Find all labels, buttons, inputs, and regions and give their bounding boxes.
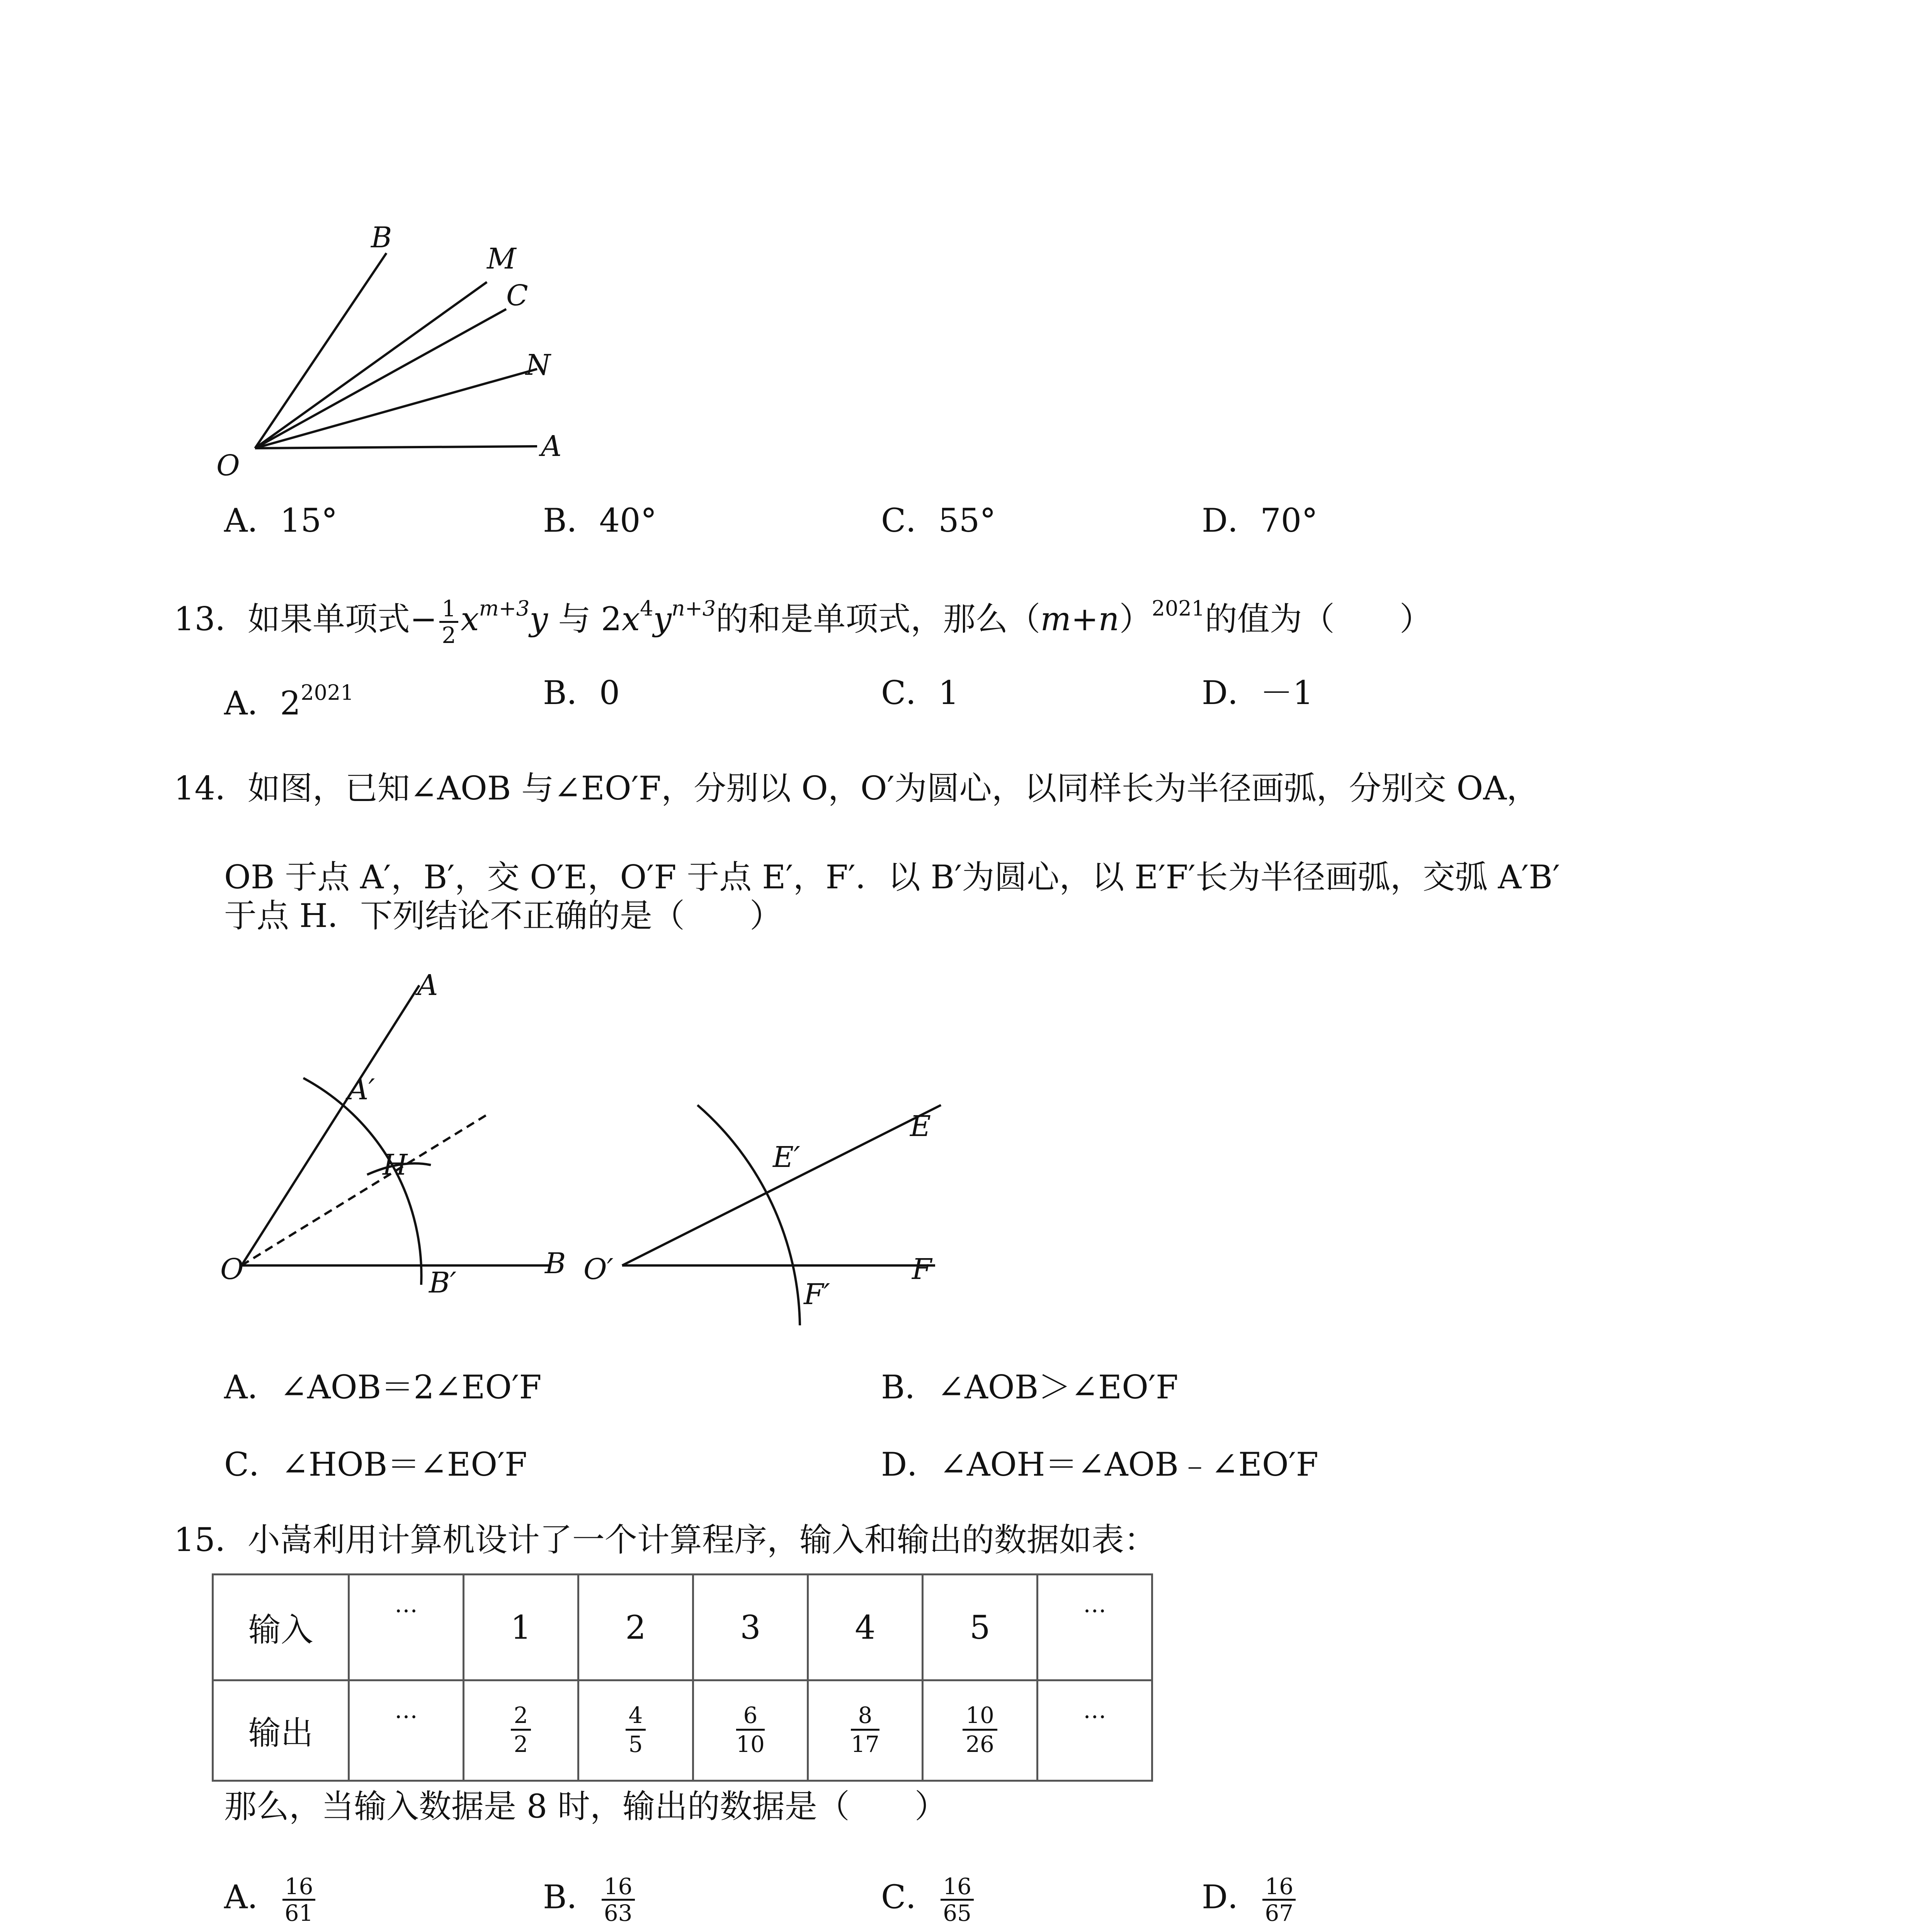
- q14-option-b[interactable]: B．∠AOB＞∠EO′F: [881, 1368, 1179, 1406]
- q12-angle-figure: [201, 224, 618, 487]
- table-row-output: [213, 1680, 1152, 1781]
- label-e-prime: E′: [773, 1141, 800, 1174]
- label-h: H: [383, 1148, 408, 1182]
- label-b: B: [545, 1247, 566, 1280]
- output-cell: $\frac{4}{5}$: [578, 1680, 693, 1781]
- ray-ob: [255, 253, 386, 448]
- q14-stem-line1: 14．如图，已知∠AOB 与∠EO′F，分别以 O，O′为圆心，以同样长为半径画弧，分别交 OA，: [174, 769, 1539, 807]
- label-m: M: [487, 242, 516, 276]
- label-c: C: [506, 279, 528, 312]
- ray-oa: [255, 446, 537, 448]
- input-cell: 4: [808, 1575, 923, 1680]
- q13-option-b[interactable]: B．0: [543, 674, 620, 712]
- q15-option-a[interactable]: A． $\frac{16}{61}$: [224, 1874, 318, 1925]
- input-cell: …: [349, 1575, 464, 1680]
- ray-oa: [242, 985, 419, 1265]
- q14-figure: [209, 966, 974, 1345]
- label-output: 输出: [213, 1680, 349, 1781]
- label-a-prime: A′: [348, 1073, 375, 1106]
- input-cell: …: [1038, 1575, 1152, 1680]
- label-o: O: [220, 1253, 244, 1286]
- q15-io-table: [212, 1573, 1153, 1782]
- arc-e1f1: [697, 1105, 800, 1325]
- ray-om: [255, 282, 487, 448]
- label-b: B: [371, 224, 392, 254]
- ray-oc: [255, 309, 506, 448]
- q13-text-a: 如果单项式: [247, 600, 410, 638]
- input-cell: 1: [464, 1575, 578, 1680]
- label-f: F: [912, 1253, 932, 1286]
- label-b-prime: B′: [429, 1266, 457, 1299]
- q12-option-c[interactable]: C．55°: [881, 502, 996, 539]
- q13-minus: −: [410, 600, 437, 638]
- q13-stem: 13．如果单项式− $\frac{1}{2}$ $x^{m+3}y$ 与 $2x^4y^{n+3}$的和是单项式，那么$(m+n)^{2021}$的值为（ ）: [174, 595, 1432, 648]
- q15-option-d[interactable]: D． $\frac{16}{67}$: [1202, 1874, 1298, 1925]
- q13-fraction: $\frac{1}{2}$: [439, 596, 458, 648]
- q13-number: 13．: [174, 600, 248, 638]
- ray-o1e: [622, 1105, 941, 1265]
- q12-option-a[interactable]: A．15°: [224, 502, 338, 539]
- input-cell: 3: [693, 1575, 808, 1680]
- q12-option-d[interactable]: D．70°: [1202, 502, 1318, 539]
- table-row-input: [213, 1575, 1152, 1680]
- q14-option-d[interactable]: D．∠AOH＝∠AOB﹣∠EO′F: [881, 1446, 1319, 1483]
- q14-stem-line3: 于点 H．下列结论不正确的是（ ）: [224, 897, 782, 935]
- label-input: 输入: [213, 1575, 349, 1680]
- q14-option-c[interactable]: C．∠HOB＝∠EO′F: [224, 1446, 527, 1483]
- label-o: O: [216, 449, 240, 482]
- q13-option-c[interactable]: C．1: [881, 674, 959, 712]
- label-o-prime: O′: [583, 1253, 614, 1286]
- label-n: N: [526, 349, 551, 382]
- label-a: A: [541, 430, 562, 463]
- q15-option-b[interactable]: B． $\frac{16}{63}$: [543, 1874, 637, 1925]
- label-a: A: [417, 969, 438, 1002]
- q12-option-b[interactable]: B．40°: [543, 502, 657, 539]
- q14-option-a[interactable]: A．∠AOB＝2∠EO′F: [224, 1368, 542, 1406]
- output-cell: $\frac{8}{17}$: [808, 1680, 923, 1781]
- label-e: E: [910, 1110, 931, 1143]
- output-cell: $\frac{6}{10}$: [693, 1680, 808, 1781]
- q15-question: 那么，当输入数据是 8 时，输出的数据是（ ）: [224, 1787, 947, 1825]
- q13-option-a[interactable]: A．$2^{2021}$: [224, 680, 354, 722]
- q15-stem: 15．小嵩利用计算机设计了一个计算程序，输入和输出的数据如表：: [174, 1521, 1157, 1559]
- ray-oh-dashed: [242, 1115, 487, 1265]
- input-cell: 5: [923, 1575, 1038, 1680]
- input-cell: 2: [578, 1575, 693, 1680]
- q15-option-c[interactable]: C． $\frac{16}{65}$: [881, 1874, 976, 1925]
- output-cell: …: [349, 1680, 464, 1781]
- output-cell: $\frac{10}{26}$: [923, 1680, 1038, 1781]
- output-cell: …: [1038, 1680, 1152, 1781]
- label-f-prime: F′: [804, 1278, 830, 1311]
- q13-option-d[interactable]: D．－1: [1202, 674, 1313, 712]
- ray-on: [255, 369, 537, 448]
- output-cell: $\frac{2}{2}$: [464, 1680, 578, 1781]
- q14-stem-line2: OB 于点 A′，B′，交 O′E，O′F 于点 E′，F′．以 B′为圆心，以 E′F′长为半径画弧，交弧 A′B′: [224, 858, 1560, 896]
